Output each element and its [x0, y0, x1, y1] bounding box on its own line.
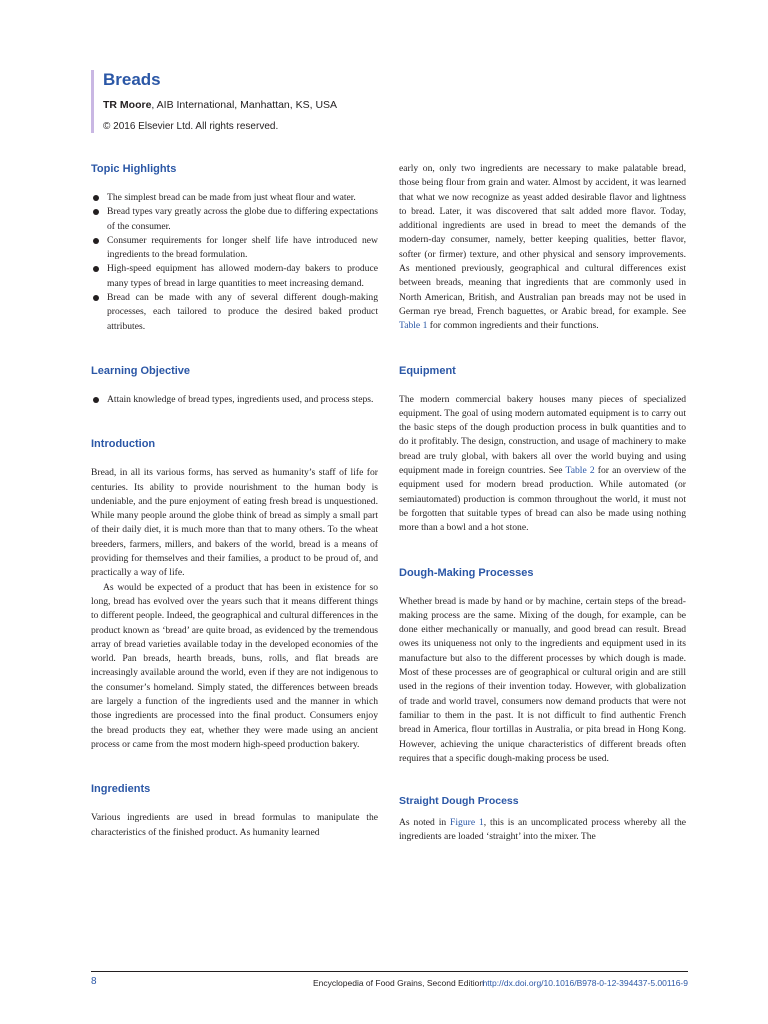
list-item: Bread can be made with any of several different dough-making processes, each tailored to produce the desired baked product attributes.	[91, 291, 378, 334]
bullet-icon	[93, 266, 99, 272]
bullet-icon	[93, 397, 99, 403]
bullet-icon	[93, 295, 99, 301]
dough-making-heading: Dough-Making Processes	[399, 566, 534, 579]
equipment-heading: Equipment	[399, 364, 456, 377]
figure-1-link[interactable]: Figure 1	[450, 817, 484, 829]
copyright-notice: © 2016 Elsevier Ltd. All rights reserved.	[103, 121, 279, 132]
list-item: The simplest bread can be made from just wheat flour and water.	[91, 191, 378, 205]
table-2-link[interactable]: Table 2	[565, 465, 595, 477]
list-item: High-speed equipment has allowed modern-day bakers to produce many types of bread in large quantities to meet increasing demand.	[91, 262, 378, 291]
learning-objective-heading: Learning Objective	[91, 364, 191, 377]
right-column	[399, 162, 686, 845]
introduction-heading: Introduction	[91, 438, 156, 451]
introduction-paragraph-1: Bread, in all its various forms, has served as humanity’s staff of life for centuries. Its ability to provide nourishment to the human body is undeniable, and the pure enjoyment of eating fresh bread is unquestioned. While many people around the globe think of bread as simply a small part of their daily diet, it is much more than that to many others. To the wheat breeders, farmers, millers, and bakers of the world, bread is a means of providing for themselves and their families, a product to be proud of, and practically a way of life.	[91, 467, 378, 579]
doi-link[interactable]: http://dx.doi.org/10.1016/B978-0-12-394437-5.00116-9	[482, 978, 688, 988]
bullet-icon	[93, 209, 99, 215]
page-number: 8	[91, 976, 97, 987]
list-item: Bread types vary greatly across the globe due to differing expectations of the consumer.	[91, 205, 378, 234]
author-line	[103, 98, 703, 112]
bullet-icon	[93, 238, 99, 244]
ingredients-paragraph-cont: early on, only two ingredients are necessary to make palatable bread, those being flour from grain and water. Almost by accident, it was learned that what we now recognize as yeast added desirable flavor and lightness to bread. Later, it was discovered that salt added more flavor. Today, additional ingredients are used in bread to meet the demands of the modern-day consumer, namely, better keeping qualities, better flavor, softer (or firmer) texture, and other physical and sensory improvements. As mentioned previously, geographical and cultural differences exist between breads, meaning that ingredients that are commonly used in North American, British, and Australian pan breads may not be used in German rye bread, French baguettes, or Arabic bread, for example. See Table 1 for common ingredients and their functions.	[399, 163, 686, 332]
page-footer	[91, 976, 688, 992]
ingredients-heading: Ingredients	[91, 783, 151, 796]
dough-making-paragraph: Whether bread is made by hand or by machine, certain steps of the bread-making process are the same. Mixing of the dough, for example, can be done either mechanically or manually, and good bread can result. Bread owes its uniqueness not only to the ingredients and equipment used in its manufacture but also to the different processes by which dough is made. Most of these processes are of geographical or cultural origin and are still used in the regions of their invention today. However, with globalization of trade and world travel, consumers now demand products that were not familiar to them in the past. It is not difficult to find authentic French bread in America, flour tortillas in Australia, or pita bread in Hong Kong. However, achieving the unique characteristics of different breads often requires that a specific dough-making process be used.	[399, 595, 686, 764]
ingredients-paragraph-1: Various ingredients are used in bread formulas to manipulate the characteristics of the finished product. As humanity learned	[91, 812, 378, 838]
topic-highlights-list	[91, 191, 378, 334]
topic-highlights-heading: Topic Highlights	[91, 163, 177, 175]
bullet-icon	[93, 195, 99, 201]
article-title: Breads	[103, 70, 161, 89]
learning-objective-list	[91, 393, 378, 407]
left-column	[91, 162, 378, 840]
footer-divider	[91, 971, 688, 972]
straight-dough-heading: Straight Dough Process	[399, 795, 519, 808]
list-item: Attain knowledge of bread types, ingredients used, and process steps.	[91, 393, 378, 407]
journal-title: Encyclopedia of Food Grains, Second Edition	[313, 978, 485, 988]
article-header	[91, 70, 703, 133]
straight-dough-paragraph: As noted in Figure 1, this is an uncomplicated process whereby all the ingredients are loaded ‘straight’ into the mixer. The	[399, 817, 686, 843]
table-1-link[interactable]: Table 1	[399, 320, 428, 332]
author-name: TR Moore	[103, 99, 152, 111]
introduction-paragraph-2: As would be expected of a product that has been in existence for so long, bread has evolved over the years such that it means different things to different people. Indeed, the geographical and cultural differences in the product known as ‘bread’ are quite broad, as evidenced by the tremendous array of bread varieties available today in the developed economies of the world. Pan breads, hearth breads, buns, rolls, and flat breads are increasingly available around the world, even if they are not indigenous to the consumer’s homeland. Simply stated, the differences between breads are largely a function of the ingredients used and the manner in which those ingredients are processed into the final product. Consumers enjoy the bread products they eat, whether they were made using an ancient process or came from the most modern high-speed production bakery.	[91, 581, 378, 750]
equipment-paragraph: The modern commercial bakery houses many pieces of specialized equipment. The goal of using modern automated equipment is to carry out the basic steps of the dough production process in bulk quantities and to do it profitably. The design, construction, and usage of machinery to make bread are truly global, with bakers all over the world buying and using equipment made in foreign countries. See Table 2 for an overview of the equipment used for modern bread production. While automated (or semiautomated) production is common throughout the world, it must not be forgotten that suitable types of bread can also be made using nothing more than a bowl and a hot stone.	[399, 393, 686, 534]
author-affiliation: , AIB International, Manhattan, KS, USA	[151, 99, 338, 111]
list-item: Consumer requirements for longer shelf life have introduced new ingredients to the bread formulation.	[91, 234, 378, 263]
